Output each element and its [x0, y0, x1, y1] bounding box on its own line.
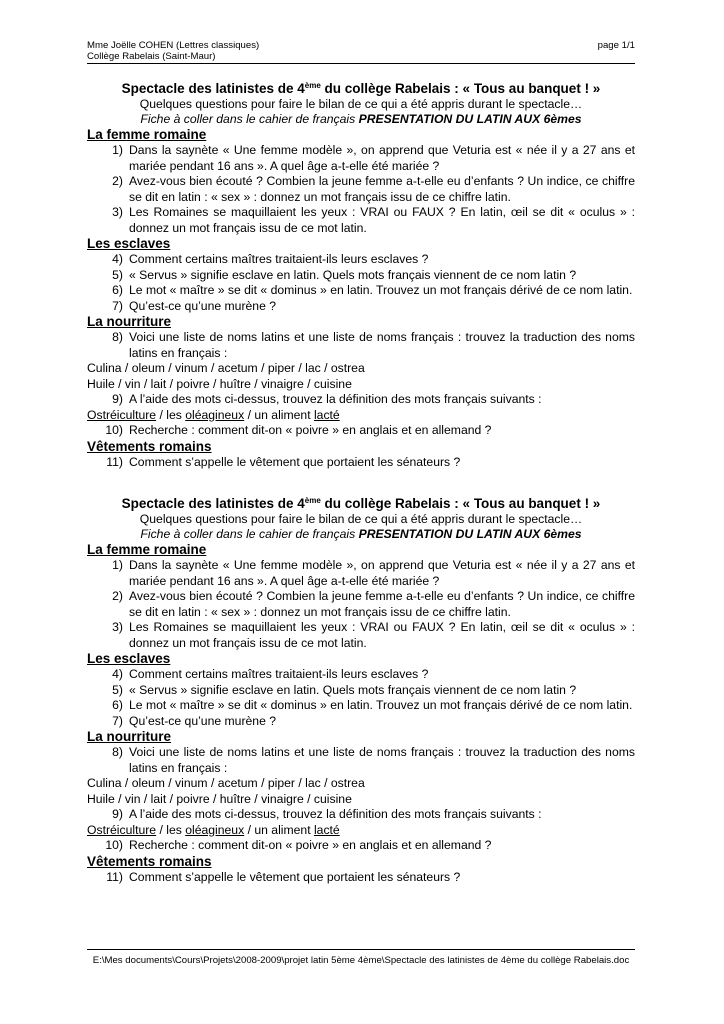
question-item: 4) Comment certains maîtres traitaient-ils leurs esclaves ?: [112, 252, 429, 266]
section-heading-esclaves: Les esclaves: [87, 651, 171, 666]
worksheet-fiche-note: Fiche à coller dans le cahier de français PRESENTATION DU LATIN AUX 6èmes: [140, 527, 582, 541]
section-heading-vetements: Vêtements romains: [87, 438, 212, 454]
question-item: 3) Les Romaines se maquillaient les yeux : VRAI ou FAUX ? En latin, œil se dit « oculus » : donnez un mot français issu de ce mot latin.: [112, 205, 635, 235]
question-item: 7) Qu’est-ce qu’une murène ?: [112, 713, 277, 728]
question-item: 4) Comment certains maîtres traitaient-ils leurs esclaves ?: [112, 667, 429, 681]
header-school: Collège Rabelais (Saint-Maur): [87, 51, 216, 62]
french-word-list: Huile / vin / lait / poivre / huître / vinaigre / cuisine: [87, 376, 352, 391]
question-item: 10) Recherche : comment dit-on « poivre » en anglais et en allemand ?: [105, 423, 492, 437]
worksheet-fiche-note: Fiche à coller dans le cahier de français PRESENTATION DU LATIN AUX 6èmes: [140, 112, 582, 126]
question-list: [87, 807, 635, 823]
question-item: 11) Comment s’appelle le vêtement que portaient les sénateurs ?: [106, 454, 461, 469]
footer-rule: [87, 949, 635, 950]
question-item: 5) « Servus » signifie esclave en latin. Quels mots français viennent de ce nom latin ?: [112, 682, 577, 697]
definition-words: Ostréiculture / les oléagineux / un aliment lacté: [87, 822, 340, 837]
question-item: 1) Dans la saynète « Une femme modèle », on apprend que Veturia est « née il y a 27 ans et mariée pendant 16 ans ». A quel âge a-t-elle été mariée ?: [112, 558, 635, 588]
latin-word-list: Culina / oleum / vinum / acetum / piper / lac / ostrea: [87, 361, 365, 375]
question-list: [87, 745, 635, 776]
question-item: 6) Le mot « maître » se dit « dominus » en latin. Trouvez un mot français dérivé de ce nom latin.: [112, 283, 633, 297]
document-page: [87, 40, 635, 885]
question-list: [87, 330, 635, 361]
question-item: 1) Dans la saynète « Une femme modèle », on apprend que Veturia est « née il y a 27 ans et mariée pendant 16 ans ». A quel âge a-t-elle été mariée ?: [112, 143, 635, 173]
definition-words: Ostréiculture / les oléagineux / un aliment lacté: [87, 407, 340, 422]
question-list: [87, 558, 635, 651]
page-header: [87, 40, 635, 62]
question-item: 9) A l’aide des mots ci-dessus, trouvez la définition des mots français suivants :: [112, 392, 542, 406]
question-list: [87, 423, 635, 439]
worksheet-copy-2: [87, 496, 635, 885]
question-item: 2) Avez-vous bien écouté ? Combien la jeune femme a-t-elle eu d’enfants ? Un indice, ce chiffre se dit en latin : « sex » : donnez un mot français issu de ce chiffre latin.: [112, 589, 635, 619]
worksheet-intro: Quelques questions pour faire le bilan de ce qui a été appris durant le spectacle…: [139, 97, 583, 111]
question-list: [87, 455, 635, 471]
worksheet-title: Spectacle des latinistes de 4ème du collège Rabelais : « Tous au banquet ! »: [121, 496, 601, 511]
worksheet-copy-1: [87, 81, 635, 470]
section-heading-femme-romaine: La femme romaine: [87, 127, 207, 142]
question-list: [87, 143, 635, 236]
question-list: [87, 838, 635, 854]
question-list: [87, 870, 635, 886]
worksheet-intro: Quelques questions pour faire le bilan de ce qui a été appris durant le spectacle…: [139, 512, 583, 526]
question-item: 11) Comment s’appelle le vêtement que portaient les sénateurs ?: [106, 869, 461, 884]
header-rule: [87, 63, 635, 64]
header-page-number: page 1/1: [597, 40, 635, 51]
question-item: 6) Le mot « maître » se dit « dominus » en latin. Trouvez un mot français dérivé de ce nom latin.: [112, 698, 633, 712]
question-item: 8) Voici une liste de noms latins et une liste de noms français : trouvez la traduction des noms latins en français :: [112, 745, 635, 775]
question-item: 2) Avez-vous bien écouté ? Combien la jeune femme a-t-elle eu d’enfants ? Un indice, ce chiffre se dit en latin : « sex » : donnez un mot français issu de ce chiffre latin.: [112, 174, 635, 204]
section-heading-nourriture: La nourriture: [87, 729, 172, 744]
worksheet-title: Spectacle des latinistes de 4ème du collège Rabelais : « Tous au banquet ! »: [121, 81, 601, 96]
section-heading-esclaves: Les esclaves: [87, 236, 171, 251]
french-word-list: Huile / vin / lait / poivre / huître / vinaigre / cuisine: [87, 791, 352, 806]
footer-file-path: E:\Mes documents\Cours\Projets\2008-2009\projet latin 5ème 4ème\Spectacle des latinistes de 4ème du collège Rabelais.doc: [92, 955, 630, 966]
latin-word-list: Culina / oleum / vinum / acetum / piper / lac / ostrea: [87, 776, 365, 790]
question-item: 7) Qu’est-ce qu’une murène ?: [112, 298, 277, 313]
question-item: 8) Voici une liste de noms latins et une liste de noms français : trouvez la traduction des noms latins en français :: [112, 330, 635, 360]
question-item: 9) A l’aide des mots ci-dessus, trouvez la définition des mots français suivants :: [112, 807, 542, 821]
question-list: [87, 252, 635, 314]
section-heading-vetements: Vêtements romains: [87, 853, 212, 869]
section-heading-nourriture: La nourriture: [87, 314, 172, 329]
question-item: 10) Recherche : comment dit-on « poivre » en anglais et en allemand ?: [105, 838, 492, 852]
page-footer: [87, 949, 635, 967]
question-item: 5) « Servus » signifie esclave en latin. Quels mots français viennent de ce nom latin ?: [112, 267, 577, 282]
question-list: [87, 392, 635, 408]
question-item: 3) Les Romaines se maquillaient les yeux : VRAI ou FAUX ? En latin, œil se dit « oculus » : donnez un mot français issu de ce mot latin.: [112, 620, 635, 650]
header-author: Mme Joëlle COHEN (Lettres classiques): [87, 40, 260, 51]
section-heading-femme-romaine: La femme romaine: [87, 542, 207, 557]
question-list: [87, 667, 635, 729]
